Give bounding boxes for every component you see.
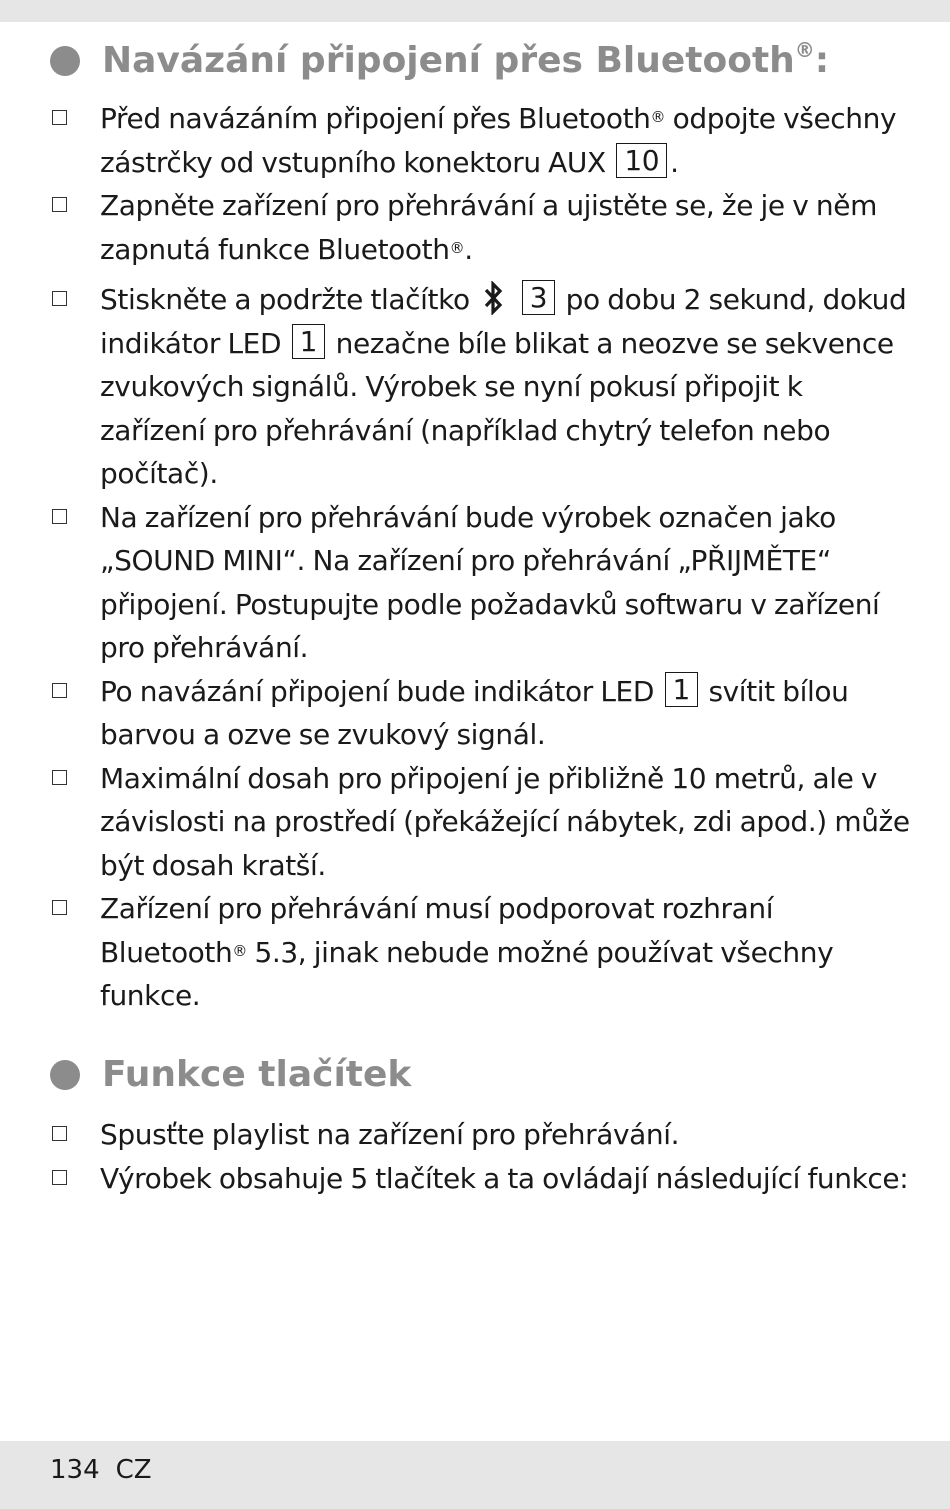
checkbox-icon (52, 110, 67, 125)
item-text: Maximální dosah pro připojení je přibližně 10 metrů, ale v závislosti na prostředí (překážející nábytek, zdi apod.) může být dosah kratší. (100, 761, 910, 882)
item-text: odpojte všechny zástrčky od vstupního konektoru AUX (100, 102, 897, 179)
section-heading-button-functions (50, 1054, 910, 1095)
page-footer (50, 1452, 152, 1488)
language-code: CZ (115, 1455, 152, 1485)
item-text: Stiskněte a podržte tlačítko (100, 283, 470, 316)
checkbox-icon (52, 770, 67, 785)
checkbox-icon (52, 509, 67, 524)
list-item (50, 757, 910, 888)
item-text: . (670, 145, 679, 179)
item-text: po dobu 2 sekund, dokud indikátor LED (100, 283, 907, 360)
checkbox-icon (52, 683, 67, 698)
reference-number: 1 (665, 672, 698, 707)
item-text: Na zařízení pro přehrávání bude výrobek označen jako „SOUND MINI“. Na zařízení pro přehrávání „PŘIJMĚTE“ připojení. Postupujte podle požadavků softwaru v zařízení pro přehrávání. (100, 500, 880, 664)
item-text: nezačne bíle blikat a neozve se sekvence zvukových signálů. Výrobek se nyní pokusí připojit k zařízení pro přehrávání (například chytrý telefon nebo počítač). (100, 326, 894, 490)
section-heading-bluetooth (50, 40, 910, 81)
item-text: Před navázáním připojení přes Bluetooth (100, 102, 651, 135)
section-title: Funkce tlačítek (102, 1054, 412, 1095)
list-item (50, 887, 910, 1018)
item-text: svítit bílou barvou a ozve se zvukový signál. (100, 674, 849, 751)
page-number: 134 (50, 1455, 100, 1485)
list-item (50, 278, 910, 496)
reference-number: 10 (616, 143, 667, 178)
reference-number: 1 (292, 324, 325, 359)
list-item (50, 97, 910, 184)
list-item (50, 670, 910, 757)
list-item (50, 184, 910, 271)
bluetooth-steps-list (50, 97, 910, 1018)
gray-dot-icon (50, 1060, 80, 1090)
list-item (50, 496, 910, 670)
checkbox-icon (52, 1170, 67, 1185)
item-text: Spusťte playlist na zařízení pro přehrávání. (100, 1118, 680, 1151)
list-item (50, 1157, 910, 1201)
section-title-suffix: : (814, 40, 830, 81)
list-item (50, 1113, 910, 1157)
checkbox-icon (52, 1126, 67, 1141)
bluetooth-icon (481, 281, 507, 315)
section-title-text: Navázání připojení přes Bluetooth (102, 40, 795, 81)
gray-dot-icon (50, 46, 80, 76)
top-band (0, 0, 950, 22)
registered-mark: ® (232, 941, 247, 960)
item-text: Po navázání připojení bude indikátor LED (100, 674, 654, 708)
button-functions-list (50, 1113, 910, 1200)
registered-mark: ® (449, 238, 465, 257)
item-text: 5.3, jinak nebude možné používat všechny funkce. (100, 935, 834, 1012)
checkbox-icon (52, 291, 67, 306)
item-text: Výrobek obsahuje 5 tlačítek a ta ovládají následující funkce: (100, 1161, 909, 1195)
item-text: . (464, 232, 473, 266)
checkbox-icon (52, 197, 67, 212)
item-text: Zařízení pro přehrávání musí podporovat rozhraní Bluetooth (100, 892, 774, 969)
registered-mark: ® (794, 38, 815, 62)
reference-number: 3 (522, 280, 555, 315)
checkbox-icon (52, 900, 67, 915)
item-text: Zapněte zařízení pro přehrávání a ujistěte se, že je v něm zapnutá funkce Bluetooth (100, 189, 877, 266)
section-title (102, 40, 829, 81)
registered-mark: ® (650, 108, 666, 126)
